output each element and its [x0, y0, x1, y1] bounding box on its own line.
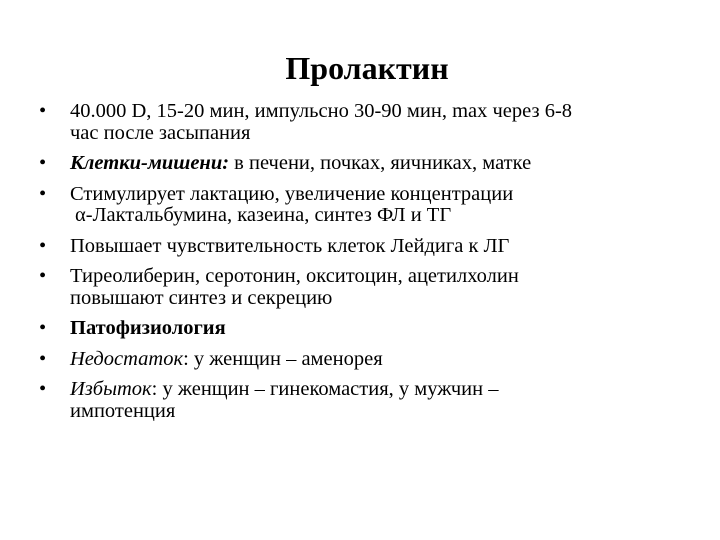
slide-title: Пролактин: [285, 50, 449, 86]
bullet-dot: •: [39, 182, 47, 205]
bullet-dot: •: [39, 234, 47, 257]
bullet-item-molecular-weight: [36, 101, 676, 144]
bullet-list: [36, 101, 676, 431]
bullet-dot: •: [39, 347, 47, 370]
bullet-emphasis: Избыток: [70, 378, 152, 400]
bullet-text: Стимулирует лактацию, увеличение концентрации: [70, 182, 514, 205]
bullet-text: : у женщин – гинекомастия, у мужчин –: [151, 378, 499, 400]
bullet-emphasis: Недостаток: [70, 347, 184, 370]
bullet-text-continued: импотенция: [70, 399, 176, 422]
bullet-text: Тиреолиберин, серотонин, окситоцин, ацетилхолин: [70, 265, 519, 287]
bullet-text-continued: α-Лактальбумина, казеина, синтез ФЛ и ТГ: [75, 204, 452, 226]
bullet-dot: •: [39, 100, 47, 122]
bullet-emphasis: Клетки-мишени:: [70, 152, 230, 174]
bullet-text: 40.000 D, 15-20 мин, импульсно 30-90 мин, max через 6-8: [70, 100, 573, 122]
bullet-dot: •: [39, 378, 47, 400]
bullet-item-target-cells: [36, 153, 676, 175]
bullet-text-continued: повышают синтез и секрецию: [70, 286, 333, 309]
bullet-dot: •: [39, 317, 47, 339]
bullet-dot: •: [39, 152, 47, 174]
bullet-dot: •: [39, 265, 47, 287]
bullet-text: : у женщин – аменорея: [183, 347, 383, 370]
bullet-text: Повышает чувствительность клеток Лейдига к ЛГ: [70, 234, 510, 257]
bullet-text-continued: час после засыпания: [70, 121, 251, 144]
bullet-item-lactation: [36, 184, 676, 227]
bullet-item-leydig: [36, 236, 676, 258]
bullet-item-stimulators: [36, 266, 676, 309]
bullet-item-pathophysiology: [36, 318, 676, 340]
bullet-item-excess: [36, 379, 676, 422]
bullet-item-deficiency: [36, 349, 676, 371]
bullet-text: в печени, почках, яичниках, матке: [229, 152, 532, 174]
bullet-heading: Патофизиология: [70, 317, 226, 339]
